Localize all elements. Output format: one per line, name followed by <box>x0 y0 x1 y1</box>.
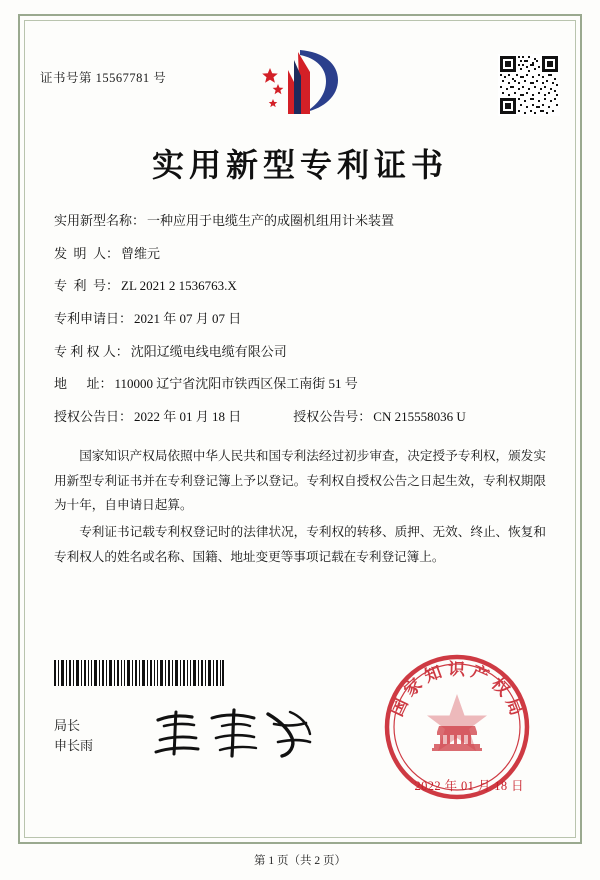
page-title: 实用新型专利证书 <box>151 146 448 184</box>
field-row-utility-model-name <box>54 212 546 230</box>
field-value: 110000 辽宁省沈阳市铁西区保工南街 51 号 <box>114 376 358 392</box>
field-label: 发 明 人： <box>54 245 120 261</box>
field-value: 2021 年 07 月 07 日 <box>134 311 242 327</box>
certificate-number: 证书号第 15567781 号 <box>40 71 167 85</box>
director-title-label: 局长 <box>54 718 81 733</box>
field-label: 实用新型名称： <box>54 213 146 228</box>
cnipa-logo-icon <box>254 46 346 118</box>
director-name-label: 申长雨 <box>54 738 94 754</box>
field-label: 专 利 号： <box>54 278 120 294</box>
field-row-patentee <box>54 343 546 361</box>
legal-paragraph-1: 国家知识产权局依照中华人民共和国专利法经过初步审查，决定授予专利权，颁发实用新型专利证书并在专利登记簿上予以登记。专利权自授权公告之日起生效，专利权期限为十年，自申请日起算。 <box>54 449 546 513</box>
certificate-footer-area <box>40 654 560 824</box>
field-label: 专 利 权 人： <box>54 343 129 359</box>
grant-date-value: 2022 年 01 月 18 日 <box>134 409 242 425</box>
field-label: 地 址： <box>54 376 113 392</box>
field-value: 曾维元 <box>121 245 161 261</box>
certificate-header <box>40 36 560 126</box>
field-row-grant-announcement <box>54 408 546 426</box>
field-value: 沈阳辽缆电线电缆有限公司 <box>130 343 287 359</box>
page-footer: 第 1 页（共 2 页） <box>254 855 346 867</box>
field-row-application-date <box>54 310 546 328</box>
legal-body-text <box>54 444 546 569</box>
field-label: 专利申请日： <box>54 311 133 327</box>
field-row-inventor <box>54 245 546 263</box>
fields-list <box>54 212 546 426</box>
field-row-address <box>54 375 546 393</box>
field-row-patent-number <box>54 277 546 295</box>
field-value: ZL 2021 2 1536763.X <box>121 278 237 294</box>
seal-arc-text: 国家知识产权局 <box>387 659 528 724</box>
grant-number-value: CN 215558036 U <box>373 409 466 425</box>
handwritten-signature <box>150 706 320 762</box>
field-value: 一种应用于电缆生产的成圈机组用计米装置 <box>147 213 395 228</box>
certificate-content <box>40 36 560 830</box>
seal-date: 2022 年 01 月 18 日 <box>414 779 524 793</box>
qr-code <box>498 54 560 116</box>
legal-paragraph-2: 专利证书记载专利权登记时的法律状况，专利权的转移、质押、无效、终止、恢复和专利权人的姓名或名称、国籍、地址变更等事项记载在专利登记簿上。 <box>54 524 546 564</box>
grant-date-label: 授权公告日： <box>54 409 133 425</box>
barcode <box>54 660 224 686</box>
grant-number-label: 授权公告号： <box>293 409 372 425</box>
signature-labels <box>54 716 93 756</box>
